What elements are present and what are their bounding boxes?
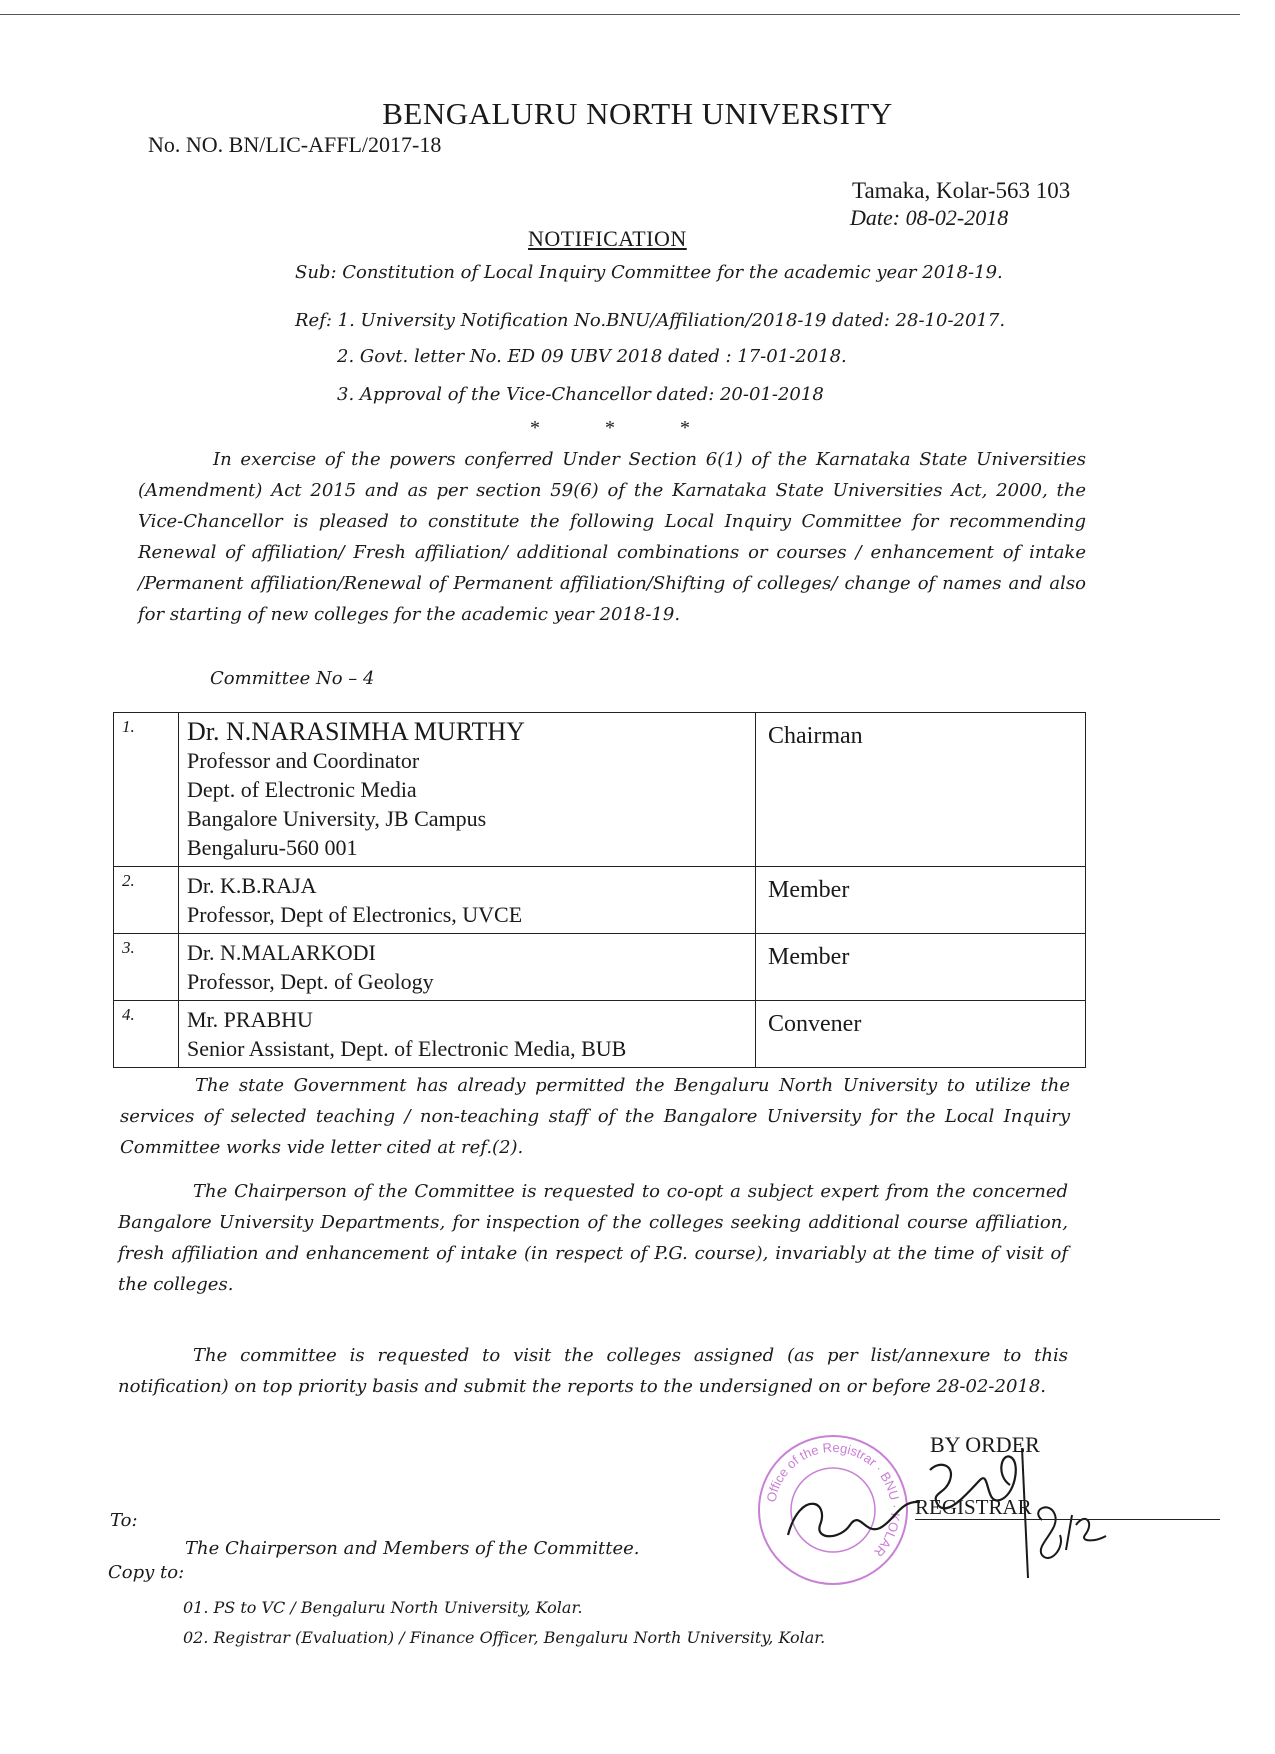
- member-line: Bengaluru-560 001: [187, 835, 358, 860]
- member-line: Professor and Coordinator: [187, 748, 420, 773]
- intro-paragraph: In exercise of the powers conferred Under Section 6(1) of the Karnataka State Universities (Amendment) Act 2015 and as per section 59(6) of the Karnataka State Universities Act, 2000, the Vice-Chancellor is pleased to constitute the following Local Inquiry Committee for recommending Renewal of affiliation/ Fresh affiliation/ additional combinations or courses / enhancement of intake /Permanent affiliation/Renewal of Permanent affiliation/Shifting of colleges/ change of names and also for starting of new colleges for the academic year 2018-19.: [138, 449, 1086, 625]
- member-role: Member: [756, 934, 1086, 1001]
- member-role: Chairman: [756, 713, 1086, 867]
- member-line: Bangalore University, JB Campus: [187, 806, 487, 831]
- separator-star: *: [605, 417, 615, 439]
- member-line: Dept. of Electronic Media: [187, 777, 417, 802]
- member-role: Member: [756, 867, 1086, 934]
- member-line: Professor, Dept. of Geology: [187, 969, 434, 994]
- table-row: [114, 867, 1086, 934]
- state-govt-paragraph: The state Government has already permitted the Bengaluru North University to utilize the services of selected teaching / non-teaching staff of the Bangalore University for the Local Inquiry Committee works vide letter cited at ref.(2).: [120, 1075, 1070, 1158]
- copy-to-label: Copy to:: [108, 1562, 185, 1583]
- reference-number: No. NO. BN/LIC-AFFL/2017-18: [148, 132, 442, 157]
- member-name: Dr. N.NARASIMHA MURTHY: [187, 717, 525, 746]
- subject-line: Sub: Constitution of Local Inquiry Committee for the academic year 2018-19.: [295, 262, 1003, 283]
- member-line: Senior Assistant, Dept. of Electronic Media, BUB: [187, 1036, 627, 1061]
- place-address: Tamaka, Kolar-563 103: [852, 178, 1071, 203]
- visit-paragraph: The committee is requested to visit the colleges assigned (as per list/annexure to this notification) on top priority basis and submit the reports to the undersigned on or before 28-02-2018.: [118, 1345, 1068, 1397]
- member-details: [179, 934, 756, 1001]
- table-row: [114, 713, 1086, 867]
- separator-stars: [530, 417, 755, 440]
- member-details: [179, 867, 756, 934]
- by-order-label: BY ORDER: [930, 1432, 1040, 1457]
- copy-to-item: 01. PS to VC / Bengaluru North University, Kolar.: [183, 1598, 583, 1617]
- table-row: [114, 934, 1086, 1001]
- member-details: [179, 713, 756, 867]
- member-role: Convener: [756, 1001, 1086, 1068]
- to-label: To:: [110, 1510, 138, 1531]
- svg-text:Office of the Registrar · BNU: Office of the Registrar · BNU · KOLAR: [763, 1439, 904, 1560]
- committee-table: [113, 712, 1086, 1068]
- to-recipient: The Chairperson and Members of the Committee.: [185, 1538, 640, 1559]
- member-name: Dr. N.MALARKODI: [187, 940, 376, 965]
- reference-3: 3. Approval of the Vice-Chancellor dated: 20-01-2018: [337, 384, 824, 405]
- copy-to-item: 02. Registrar (Evaluation) / Finance Officer, Bengaluru North University, Kolar.: [183, 1628, 826, 1647]
- top-rule: [0, 14, 1240, 15]
- separator-star: *: [530, 417, 540, 439]
- reference-2: 2. Govt. letter No. ED 09 UBV 2018 dated : 17-01-2018.: [337, 346, 847, 367]
- reference-1: Ref: 1. University Notification No.BNU/Affiliation/2018-19 dated: 28-10-2017.: [295, 310, 1006, 331]
- member-name: Dr. K.B.RAJA: [187, 873, 317, 898]
- member-line: Professor, Dept of Electronics, UVCE: [187, 902, 523, 927]
- serial-number: 2.: [114, 867, 179, 934]
- signature-rule: [915, 1519, 1220, 1520]
- chairperson-paragraph: The Chairperson of the Committee is requested to co-opt a subject expert from the concerned Bangalore University Departments, for inspection of the colleges seeking additional course affiliation, fresh affiliation and enhancement of intake (in respect of P.G. course), invariably at the time of visit of the colleges.: [118, 1181, 1068, 1295]
- separator-star: *: [680, 417, 690, 439]
- issue-date: Date: 08-02-2018: [850, 205, 1009, 230]
- serial-number: 3.: [114, 934, 179, 1001]
- university-name: BENGALURU NORTH UNIVERSITY: [382, 96, 893, 131]
- table-row: [114, 1001, 1086, 1068]
- member-details: [179, 1001, 756, 1068]
- registrar-designation: REGISTRAR: [915, 1495, 1032, 1519]
- serial-number: 1.: [114, 713, 179, 867]
- committee-label: Committee No – 4: [210, 668, 375, 689]
- member-name: Mr. PRABHU: [187, 1007, 313, 1032]
- notification-heading: NOTIFICATION: [528, 226, 687, 251]
- serial-number: 4.: [114, 1001, 179, 1068]
